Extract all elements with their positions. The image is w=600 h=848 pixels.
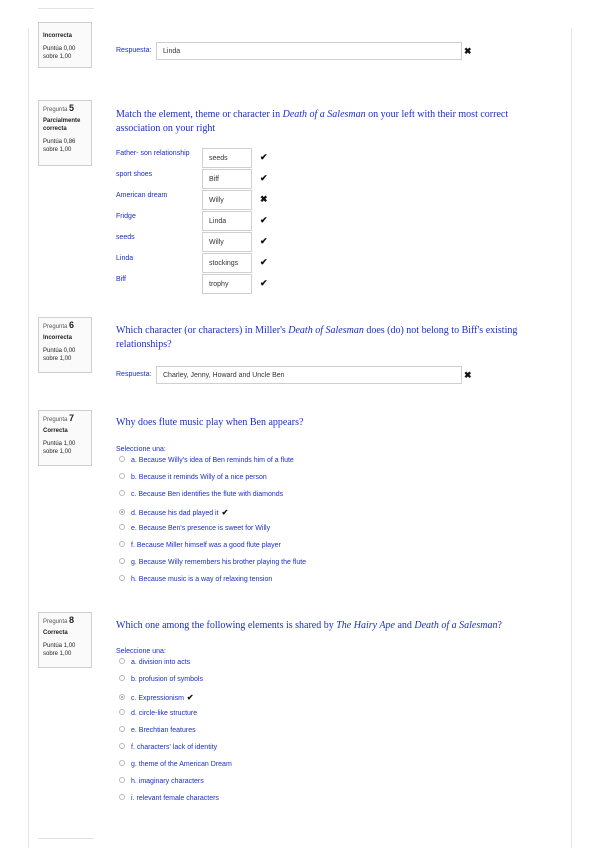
incorrect-icon: ✖ <box>464 46 472 56</box>
incorrect-icon: ✖ <box>464 370 472 380</box>
answer-input[interactable]: Linda <box>156 42 462 60</box>
answer-option[interactable] <box>119 676 203 688</box>
option-label: d. circle-like structure <box>131 710 198 717</box>
radio-button[interactable] <box>119 743 125 749</box>
option-label: d. Because his dad played it <box>131 510 219 517</box>
answer-label: Respuesta: <box>116 47 152 54</box>
question-text-7: Why does flute music play when Ben appears? <box>116 417 304 428</box>
question-grade: Puntúa 0,00 sobre 1,00 <box>43 348 76 362</box>
question-text-5: Match the element, theme or character in Death of a Salesman on your left with their most correct association on your right <box>116 109 509 134</box>
option-label: g. Because Willy remembers his brother playing the flute <box>131 559 307 566</box>
question-info-7 <box>38 410 92 466</box>
match-select[interactable]: Biff <box>202 169 252 189</box>
match-select[interactable]: stockings <box>202 253 252 273</box>
option-label: c. Because Ben identifies the flute with diamonds <box>131 491 284 498</box>
option-label: g. theme of the American Dream <box>131 761 232 768</box>
option-label: e. Because Ben's presence is sweet for Willy <box>131 525 271 532</box>
radio-button[interactable] <box>119 777 125 783</box>
answer-option[interactable] <box>119 693 194 705</box>
answer-option[interactable] <box>119 727 196 739</box>
option-label: a. Because Willy's idea of Ben reminds him of a flute <box>131 457 294 464</box>
radio-button[interactable] <box>119 524 125 530</box>
correct-icon: ✔ <box>186 693 194 702</box>
radio-button[interactable] <box>119 675 125 681</box>
option-label: c. Expressionism <box>131 695 184 702</box>
match-label: Linda <box>116 255 134 262</box>
answer-option[interactable] <box>119 525 270 537</box>
match-select[interactable]: trophy <box>202 274 252 294</box>
top-divider <box>38 8 94 9</box>
option-label: b. profusion of symbols <box>131 676 203 683</box>
question-number: Pregunta 8 <box>43 615 75 625</box>
option-label: a. division into acts <box>131 659 191 666</box>
incorrect-icon: ✖ <box>260 194 268 204</box>
correct-icon: ✔ <box>260 173 268 183</box>
radio-button[interactable] <box>119 490 125 496</box>
question-text-8: Which one among the following elements is shared by The Hairy Ape and Death of a Salesman? <box>116 620 502 631</box>
page-border-right <box>571 28 572 848</box>
correct-icon: ✔ <box>221 508 229 517</box>
question-info-8 <box>38 612 92 668</box>
answer-option[interactable] <box>119 474 267 486</box>
option-label: h. Because music is a way of relaxing tension <box>131 576 273 583</box>
question-grade: Puntúa 0,00 sobre 1,00 <box>43 46 76 60</box>
answer-input[interactable]: Charley, Jenny, Howard and Uncle Ben <box>156 366 462 384</box>
question-text-6: Which character (or characters) in Miller's Death of Salesman does (do) not belong to Biff's existing relationships? <box>116 325 518 350</box>
radio-button[interactable] <box>119 760 125 766</box>
answer-option[interactable] <box>119 559 306 571</box>
match-label: sport shoes <box>116 171 153 178</box>
radio-button[interactable] <box>119 575 125 581</box>
answer-option[interactable] <box>119 457 294 469</box>
correct-icon: ✔ <box>260 257 268 267</box>
radio-button[interactable] <box>119 726 125 732</box>
question-state: Incorrecta <box>43 335 73 341</box>
answer-option[interactable] <box>119 761 232 773</box>
match-label: American dream <box>116 192 168 199</box>
question-state: Parcialmente correcta <box>43 118 81 132</box>
match-label: seeds <box>116 234 135 241</box>
answer-option[interactable] <box>119 576 272 588</box>
question-number: Pregunta 5 <box>43 103 75 113</box>
match-select[interactable]: Linda <box>202 211 252 231</box>
radio-button[interactable] <box>119 558 125 564</box>
match-select[interactable]: seeds <box>202 148 252 168</box>
question-grade: Puntúa 0,86 sobre 1,00 <box>43 139 76 153</box>
bottom-divider <box>38 838 94 839</box>
question-state: Correcta <box>43 428 68 434</box>
question-info-6 <box>38 317 92 373</box>
select-one-label: Seleccione una: <box>116 648 166 655</box>
answer-row-q6 <box>116 366 476 384</box>
question-state: Correcta <box>43 630 68 636</box>
answer-option[interactable] <box>119 491 283 503</box>
match-select[interactable]: Willy <box>202 232 252 252</box>
radio-button[interactable] <box>119 456 125 462</box>
radio-button[interactable] <box>119 794 125 800</box>
match-label: Fridge <box>116 213 136 220</box>
correct-icon: ✔ <box>260 152 268 162</box>
match-label: Father- son relationship <box>116 150 190 157</box>
answer-option[interactable] <box>119 778 204 790</box>
answer-option[interactable] <box>119 659 190 671</box>
question-info-4 <box>38 22 92 68</box>
option-label: b. Because it reminds Willy of a nice person <box>131 474 267 481</box>
question-state: Incorrecta <box>43 33 73 39</box>
page-border-left <box>28 28 29 848</box>
question-number: Pregunta 7 <box>43 413 75 423</box>
match-label: Biff <box>116 276 126 283</box>
option-label: f. Because Miller himself was a good flute player <box>131 542 281 549</box>
answer-label: Respuesta: <box>116 371 152 378</box>
match-select[interactable]: Willy <box>202 190 252 210</box>
answer-option[interactable] <box>119 542 281 554</box>
radio-button[interactable] <box>119 658 125 664</box>
radio-button[interactable] <box>119 509 125 515</box>
radio-button[interactable] <box>119 473 125 479</box>
correct-icon: ✔ <box>260 236 268 246</box>
option-label: i. relevant female characters <box>131 795 219 802</box>
radio-button[interactable] <box>119 709 125 715</box>
option-label: f. characters' lack of identity <box>131 744 218 751</box>
question-info-5 <box>38 100 92 166</box>
answer-option[interactable] <box>119 710 197 722</box>
radio-button[interactable] <box>119 541 125 547</box>
answer-row-q4 <box>116 42 476 60</box>
answer-option[interactable] <box>119 508 228 520</box>
correct-icon: ✔ <box>260 278 268 288</box>
select-one-label: Seleccione una: <box>116 446 166 453</box>
option-label: e. Brechtian features <box>131 727 196 734</box>
correct-icon: ✔ <box>260 215 268 225</box>
answer-option[interactable] <box>119 795 219 807</box>
option-label: h. imaginary characters <box>131 778 204 785</box>
question-number: Pregunta 6 <box>43 320 75 330</box>
answer-option[interactable] <box>119 744 217 756</box>
radio-button[interactable] <box>119 694 125 700</box>
question-grade: Puntúa 1,00 sobre 1,00 <box>43 643 76 657</box>
question-grade: Puntúa 1,00 sobre 1,00 <box>43 441 76 455</box>
